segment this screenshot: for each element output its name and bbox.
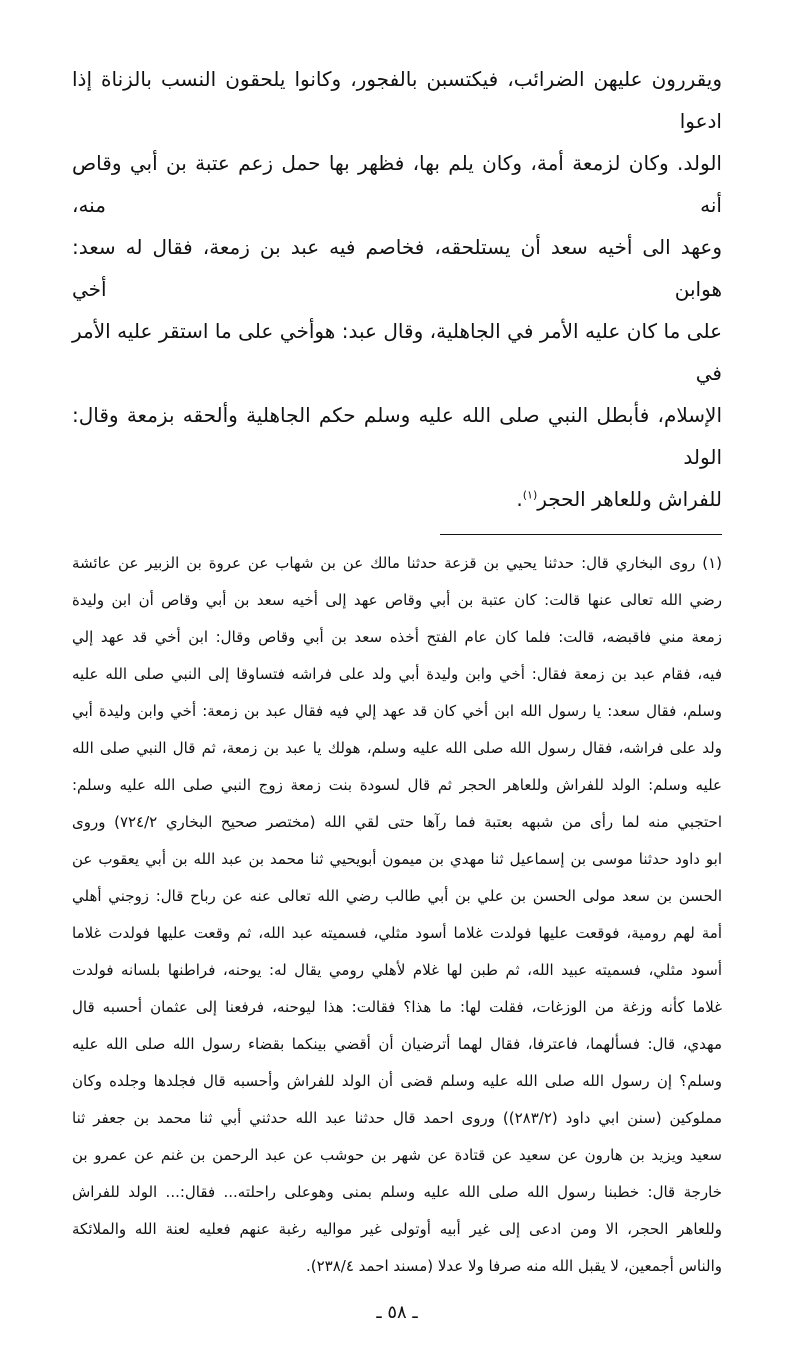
footnote-line: الحسن بن سعد مولى الحسن بن علي بن أبي طالب رضي الله تعالى عنه عن رباح قال: زوجني أهلي	[72, 887, 722, 905]
footnotes	[72, 545, 722, 1285]
footnote-line: رضي الله تعالى عنها قالت: كان عتبة بن أبي وقاص عهد إلى أخيه سعد بن أبي وقاص أن ابن وليدة	[72, 591, 722, 609]
main-line-last	[72, 478, 722, 520]
footnote-line: ابو داود حدثنا موسى بن إسماعيل ثنا مهدي بن ميمون أبويحيي ثنا محمد بن عبد الله بن أبي يعقوب عن	[72, 850, 722, 868]
footnote-line: غلاما كأنه وزغة من الوزغات، فقلت لها: ما هذا؟ فقالت: هذا ليوحنه، فرفعنا إلى عثمان أحسبه قال	[72, 998, 722, 1016]
main-line: ويقررون عليهن الضرائب، فيكتسبن بالفجور، وكانوا يلحقون النسب بالزناة إذا ادعوا	[72, 67, 722, 133]
footnote-line: والناس أجمعين، لا يقبل الله منه صرفا ولا عدلا (مسند احمد ٢٣٨/٤).	[305, 1257, 722, 1275]
footnote-line: عليه وسلم: الولد للفراش وللعاهر الحجر ثم قال لسودة بنت زمعة زوج النبي صلى الله عليه وسلم:	[72, 776, 722, 794]
main-line: وعهد الى أخيه سعد أن يستلحقه، فخاصم فيه عبد بن زمعة، فقال له سعد: هوابن أخي	[72, 235, 722, 301]
footnote-reference[interactable]: (١)	[522, 488, 538, 502]
main-line: الإسلام، فأبطل النبي صلى الله عليه وسلم حكم الجاهلية وألحقه بزمعة وقال: الولد	[72, 403, 722, 469]
main-line: على ما كان عليه الأمر في الجاهلية، وقال عبد: هوأخي على ما استقر عليه الأمر في	[72, 319, 722, 385]
footnote-line: أمة لهم رومية، فوقعت عليها فولدت غلاما أسود مثلي، فسميته عبد الله، ثم وقعت عليها فولدت غلاما	[72, 924, 722, 942]
footnote-line: مملوكين (سنن ابي داود (٢٨٣/٢)) وروى احمد قال حدثنا عبد الله حدثني أبي ثنا محمد بن جعفر ثنا	[72, 1109, 723, 1127]
footnote-line: وللعاهر الحجر، الا ومن ادعى إلى غير أبيه أوتولى غير مواليه رغبة عنهم فعليه لعنة الله والملائكة	[72, 1220, 722, 1238]
main-line: للفراش وللعاهر الحجر	[537, 487, 722, 511]
end-punctuation: .	[516, 487, 523, 511]
footnote-line: (١) روى البخاري قال: حدثنا يحيي بن قزعة حدثنا مالك عن بن شهاب عن عروة بن الزبير عن عائشة	[72, 554, 722, 572]
footnote-line: مهدي، قال: فسألهما، فاعترفا، فقال لهما أترضيان أن أقضي بينكما بقضاء رسول الله صلى الله عليه	[72, 1035, 722, 1053]
footnote-line: احتجبي منه لما رأى من شبهه بعتبة فما رآها حتى لقي الله (مختصر صحيح البخاري ٧٢٤/٢) وروى	[72, 813, 722, 831]
footnote-line: زمعة مني فاقبضه، قالت: فلما كان عام الفتح أخذه سعد بن أبي وقاص وقال: ابن أخي قد عهد إلي	[72, 628, 722, 646]
footnote-line: فيه، فقام عبد بن زمعة فقال: أخي وابن وليدة أبي ولد على فراشه فتساوقا إلى النبي صلى الله عليه	[72, 665, 722, 683]
footnote-line: وسلم؟ إن رسول الله صلى الله عليه وسلم قضى أن الولد للفراش وأحسبه قال فجلدها وجلده وكان	[72, 1072, 722, 1090]
footnote-line: وسلم، فقال سعد: يا رسول الله ابن أخي كان قد عهد إلي فيه فقال عبد بن زمعة: أخي وابن وليدة أبي	[72, 702, 722, 720]
footnote-divider	[440, 534, 722, 535]
main-text	[72, 58, 722, 520]
page-number: ـ ٥٨ ـ	[376, 1302, 418, 1323]
footnote-line: ولد على فراشه، فقال رسول الله صلى الله عليه وسلم، هولك يا عبد بن زمعة، ثم قال النبي صلى الله	[72, 739, 722, 757]
footnote-line: أسود مثلي، فسميته عبيد الله، ثم طبن لها غلام لأهلي رومي يقال له: يوحنه، فراطنها بلسانه فولدت	[72, 961, 722, 979]
footnote-line: سعيد ويزيد بن هارون عن سعيد عن قتادة عن شهر بن حوشب عن عبد الرحمن بن غنم عن عمرو بن	[72, 1146, 722, 1164]
main-line: الولد. وكان لزمعة أمة، وكان يلم بها، فظهر بها حمل زعم عتبة بن أبي وقاص أنه منه،	[72, 151, 722, 217]
footnote-line: خارجة قال: خطبنا رسول الله صلى الله عليه وسلم بمنى وهوعلى راحلته... فقال:... الولد للفراش	[72, 1183, 722, 1201]
